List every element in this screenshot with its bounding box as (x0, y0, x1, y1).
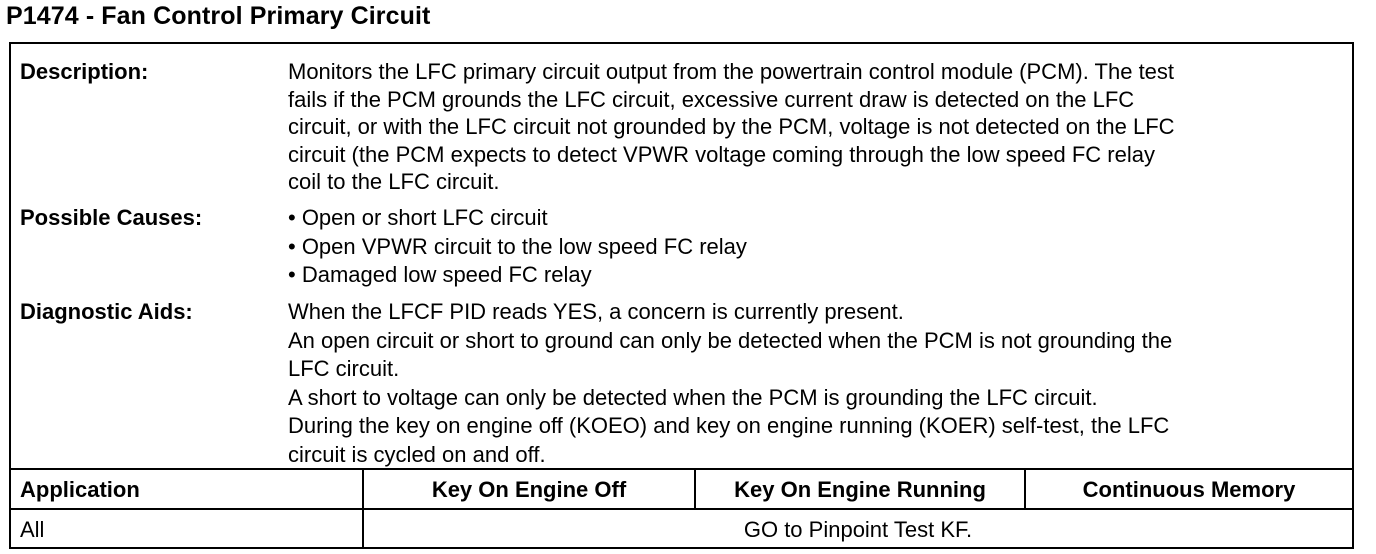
diagnostic-aids-label: Diagnostic Aids: (20, 299, 193, 324)
cause-item: • Open VPWR circuit to the low speed FC relay (288, 233, 747, 259)
description-line: Monitors the LFC primary circuit output from the powertrain control module (PCM). The test (288, 59, 1175, 84)
table-header-koer: Key On Engine Running (734, 477, 986, 502)
diagnostic-line: A short to voltage can only be detected when the PCM is grounding the LFC circuit. (288, 384, 1098, 410)
table-header-divider (11, 508, 1352, 510)
table-header-application: Application (20, 477, 140, 502)
description-line: circuit, or with the LFC circuit not grounded by the PCM, voltage is not detected on the LFC (288, 114, 1175, 139)
table-header-continuous-memory: Continuous Memory (1082, 477, 1296, 502)
description-line: coil to the LFC circuit. (288, 169, 500, 194)
page-title: P1474 - Fan Control Primary Circuit (6, 2, 431, 30)
description-line: circuit (the PCM expects to detect VPWR voltage coming through the low speed FC relay (288, 141, 1155, 167)
cause-item: • Open or short LFC circuit (288, 205, 548, 230)
diagnostic-aids-text (288, 298, 1338, 470)
table-top-border (11, 468, 1352, 470)
diagnostic-line: When the LFCF PID reads YES, a concern is currently present. (288, 299, 904, 324)
possible-causes-list (288, 204, 1338, 290)
cause-item: • Damaged low speed FC relay (288, 262, 592, 287)
table-cell-action: GO to Pinpoint Test KF. (743, 517, 973, 542)
table-header-koeo: Key On Engine Off (431, 477, 627, 502)
description-line: fails if the PCM grounds the LFC circuit, excessive current draw is detected on the LFC (288, 86, 1135, 112)
diagnostic-line: An open circuit or short to ground can only be detected when the PCM is not grounding the (288, 327, 1173, 353)
table-cell-application: All (20, 517, 45, 542)
diagnostic-line: circuit is cycled on and off. (288, 441, 546, 467)
description-text (288, 58, 1338, 196)
diagnostic-line: During the key on engine off (KOEO) and key on engine running (KOER) self-test, the LFC (288, 413, 1170, 439)
description-label: Description: (20, 59, 149, 84)
dtc-info-box (9, 42, 1354, 549)
possible-causes-label: Possible Causes: (20, 205, 203, 230)
diagnostic-line: LFC circuit. (288, 356, 400, 382)
